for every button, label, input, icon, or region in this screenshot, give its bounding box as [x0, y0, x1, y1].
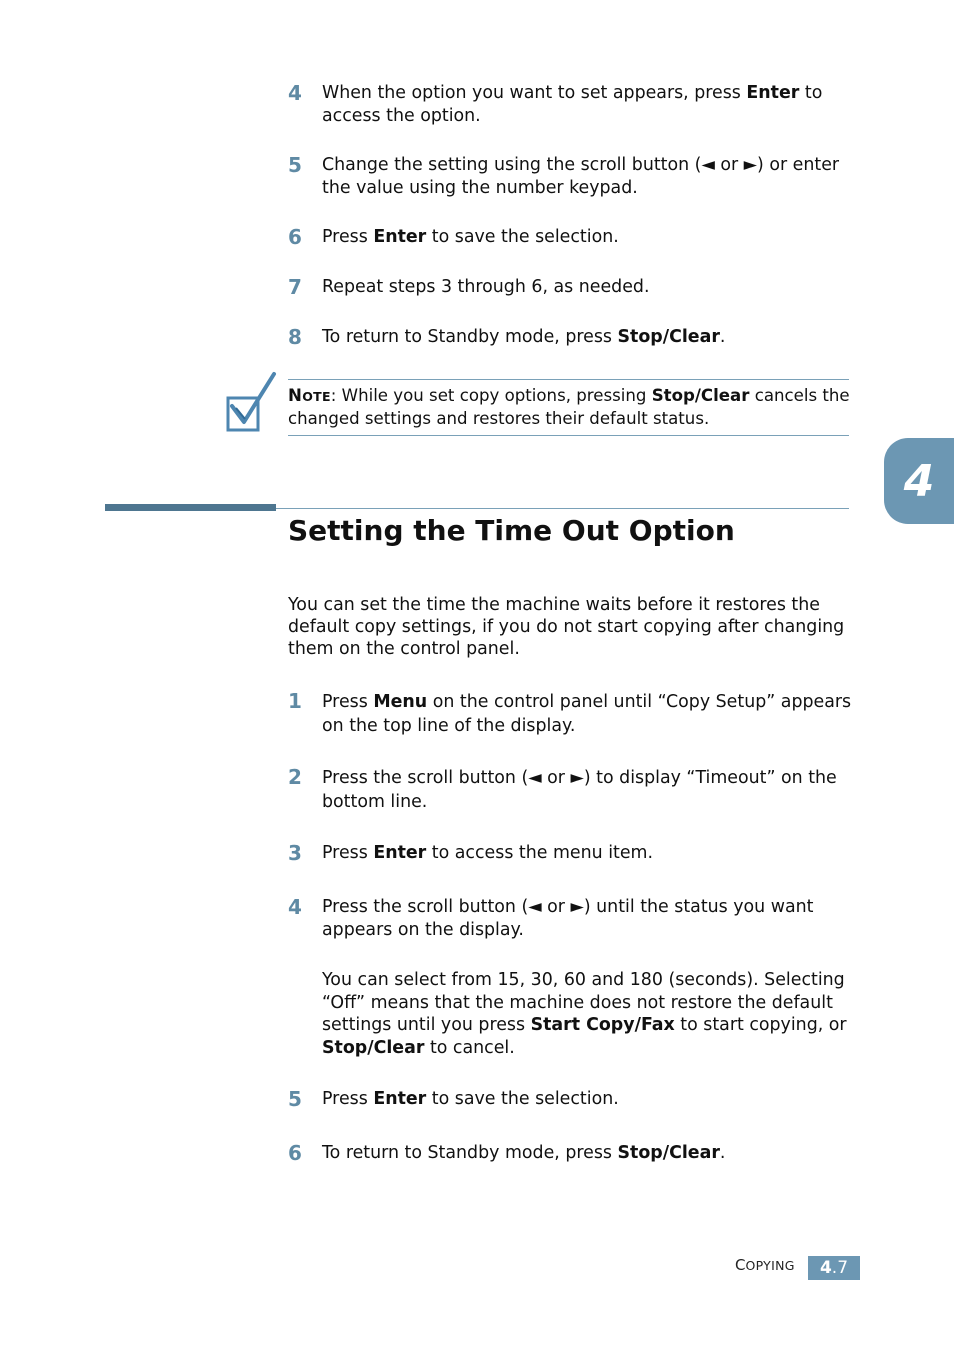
note-top-rule: [288, 379, 849, 380]
note-text-pre: : While you set copy options, pressing: [330, 386, 652, 405]
step-detail-bold: Stop/Clear: [322, 1037, 425, 1058]
footer-chapter-label: [735, 1256, 795, 1274]
heading-rule: [276, 508, 849, 509]
step-number: 5: [288, 1087, 302, 1111]
page-number-minor: .7: [831, 1258, 849, 1278]
chapter-tab: 4: [884, 438, 954, 524]
step-number: 3: [288, 841, 302, 865]
step-number: 8: [288, 325, 302, 349]
step-text-bold: Enter: [373, 1089, 427, 1109]
step-text-post: to save the selection.: [426, 1089, 619, 1109]
note-label-initial: N: [288, 386, 303, 405]
step-text-pre: When the option you want to set appears, press: [322, 83, 747, 103]
step-text-pre: Press the scroll button (◄ or ►) to display “Timeout” on the bottom line.: [322, 768, 837, 812]
step-text: [322, 1088, 852, 1111]
step-detail: [322, 969, 852, 1059]
footer-label-rest: OPYING: [745, 1258, 795, 1273]
page-number-major: 4: [819, 1258, 832, 1278]
step-text: [322, 896, 852, 942]
step-text-pre: To return to Standby mode, press: [322, 327, 618, 347]
note-text: [288, 385, 850, 429]
step-number: 6: [288, 225, 302, 249]
note-label-rest: OTE: [302, 389, 331, 404]
step-text-bold: Enter: [373, 227, 427, 247]
step-text-pre: Press the scroll button (◄ or ►) until the status you want appears on the display.: [322, 897, 814, 940]
checkmark-note-icon: [226, 370, 278, 434]
step-text-pre: Press: [322, 1089, 374, 1109]
step-text-pre: Press: [322, 692, 374, 712]
step-text-post: .: [719, 327, 726, 347]
step-text-bold: Enter: [373, 843, 427, 863]
step-text-pre: Press: [322, 843, 374, 863]
note-text-bold: Stop/Clear: [651, 386, 750, 405]
step-number: 2: [288, 765, 302, 789]
step-text: [322, 226, 852, 249]
step-text: [322, 154, 852, 200]
step-text: [322, 276, 852, 299]
step-text-pre: Press: [322, 227, 374, 247]
step-text-post: .: [719, 1143, 726, 1163]
section-title: Setting the Time Out Option: [288, 514, 735, 547]
step-text: [322, 690, 852, 738]
step-detail-bold: Start Copy/Fax: [530, 1015, 675, 1035]
step-number: 6: [288, 1141, 302, 1165]
step-text-pre: Repeat steps 3 through 6, as needed.: [322, 277, 650, 297]
step-text-pre: To return to Standby mode, press: [322, 1143, 618, 1163]
step-number: 4: [288, 81, 302, 105]
step-text-bold: Enter: [746, 83, 800, 103]
step-number: 4: [288, 895, 302, 919]
step-number: 5: [288, 153, 302, 177]
step-detail-mid: to start copying, or: [674, 1015, 847, 1035]
step-text-bold: Stop/Clear: [617, 327, 720, 347]
step-text-post: to save the selection.: [426, 227, 619, 247]
step-text: [322, 842, 852, 865]
step-text: [322, 326, 852, 349]
step-text-bold: Menu: [373, 692, 428, 712]
heading-accent-bar: [105, 504, 276, 511]
step-detail-post: to cancel.: [424, 1037, 515, 1058]
step-number: 7: [288, 275, 302, 299]
section-intro: You can set the time the machine waits before it restores the default copy settings, if you do not start copying after changing them on the control panel.: [288, 595, 845, 659]
step-text-post: on the control panel until “Copy Setup” appears on the top line of the display.: [322, 692, 852, 736]
step-text-post: to access the menu item.: [426, 843, 654, 863]
step-text: [322, 82, 852, 128]
step-detail-pre: You can select from 15, 30, 60 and 180 (seconds). Selecting “Off” means that the machine does not restore the default settings until you press: [322, 970, 845, 1035]
note-bottom-rule: [288, 435, 849, 436]
step-text: [322, 766, 852, 814]
step-text-pre: Change the setting using the scroll button (◄ or ►) or enter the value using the number keypad.: [322, 155, 840, 198]
step-number: 1: [288, 689, 302, 713]
page-number-badge: [808, 1256, 860, 1280]
step-text-bold: Stop/Clear: [617, 1143, 720, 1163]
note-text-post: cancels the changed settings and restores their default status.: [288, 386, 850, 428]
step-text-post: to access the option.: [322, 83, 823, 126]
footer-label-initial: C: [735, 1256, 746, 1274]
step-text: [322, 1142, 852, 1165]
